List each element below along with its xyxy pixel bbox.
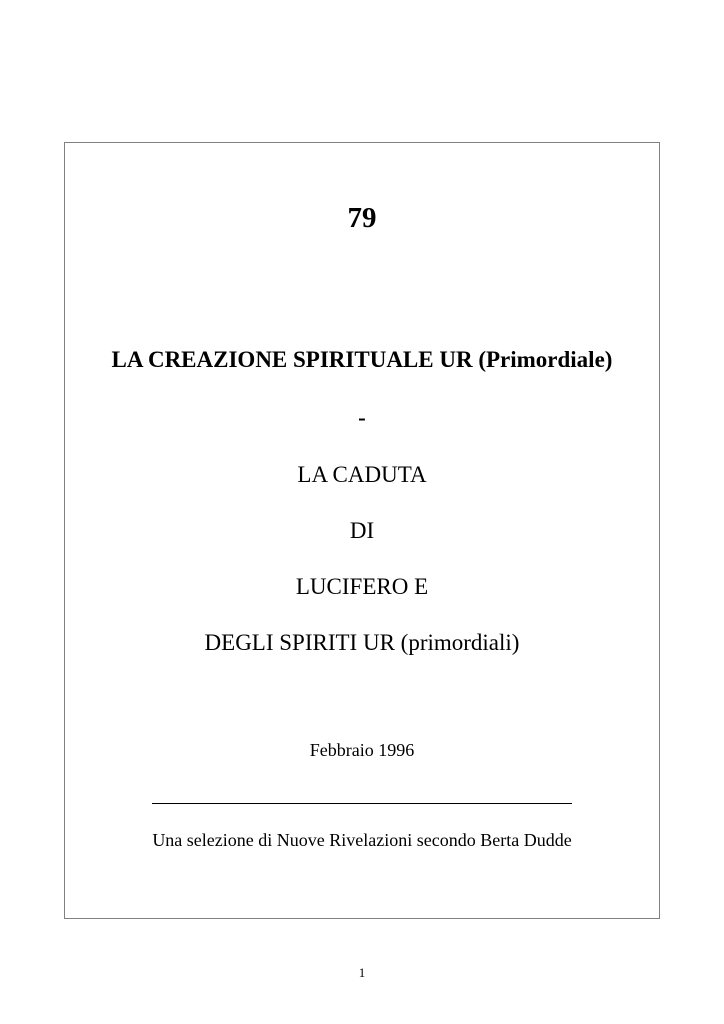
booklet-number: 79	[347, 202, 377, 234]
horizontal-rule	[152, 803, 572, 804]
subtitle-line: LA CADUTA	[297, 462, 427, 487]
publication-date: Febbraio 1996	[309, 740, 415, 760]
title-separator: -	[358, 405, 366, 430]
subtitle-line: LUCIFERO E	[295, 574, 429, 599]
subtitle-line: DI	[349, 518, 375, 543]
collection-note: Una selezione di Nuove Rivelazioni secondo Berta Dudde	[152, 830, 572, 850]
page-title: LA CREAZIONE SPIRITUALE UR (Primordiale)	[111, 347, 613, 372]
page-number: 1	[358, 965, 366, 980]
subtitle-line: DEGLI SPIRITI UR (primordiali)	[204, 630, 520, 655]
